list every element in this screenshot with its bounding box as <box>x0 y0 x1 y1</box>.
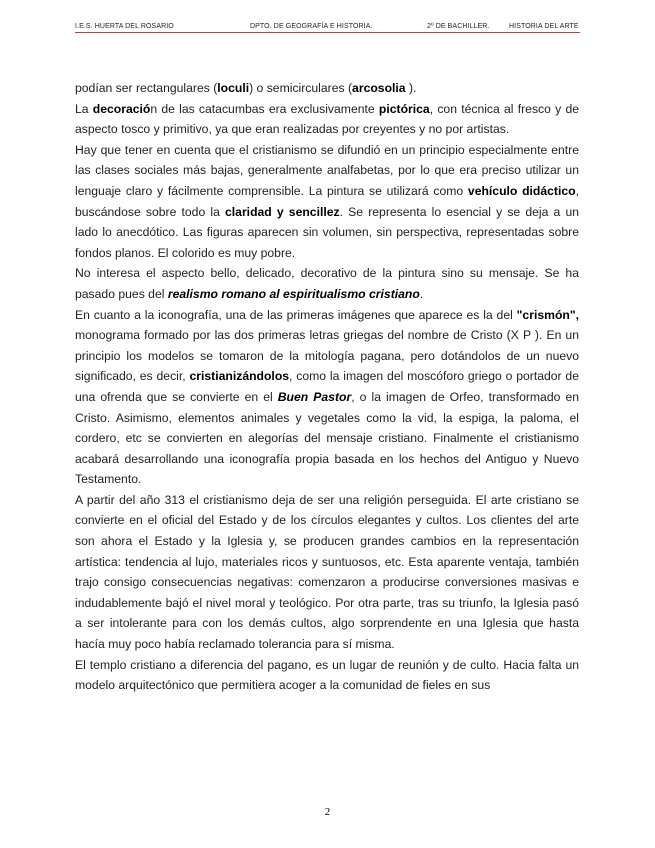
term-buen-pastor: Buen Pastor <box>277 389 352 404</box>
paragraph-4: No interesa el aspecto bello, delicado, decorativo de la pintura sino su mensaje. Se ha pasado pues del realismo romano al espiritualismo cristiano. <box>75 266 579 301</box>
term-pictorica: pictórica <box>378 101 430 116</box>
header-course: 2º DE BACHILLER. <box>427 23 490 30</box>
document-body <box>75 78 579 696</box>
term-cristianizandolos: cristianizándolos <box>189 369 290 384</box>
paragraph-1: podían ser rectangulares (loculi) o semicirculares (arcosolia ). <box>75 81 417 95</box>
header-subject: HISTORIA DEL ARTE <box>509 23 579 30</box>
paragraph-5: En cuanto a la iconografía, una de las primeras imágenes que aparece es la del "crismón", monograma formado por las dos primeras letras griegas del nombre de Cristo (X P ). En un principio los modelos se tomaron de la mitología pagana, pero dotándolos de un nuevo significado, es decir, cristianizándolos, como la imagen del moscóforo griego o portador de una ofrenda que se convierte en el Buen Pastor, o la imagen de Orfeo, transformado en Cristo. Asimismo, elementos animales y vegetales como la vid, la espiga, la paloma, el cordero, etc se convierten en alegorías del mensaje cristiano. Finalmente el cristianismo acabará desarrollando una iconografía propia basada en los hechos del Antiguo y Nuevo Testamento. <box>75 307 580 487</box>
paragraph-2: La decoración de las catacumbas era exclusivamente pictórica, con técnica al fresco y de aspecto tosco y primitivo, ya que eran realizadas por creyentes y no por artistas. <box>75 101 579 137</box>
header-divider <box>75 32 580 33</box>
term-realismo-espiritualismo: realismo romano al espiritualismo cristiano <box>167 286 420 301</box>
term-loculi: loculi <box>217 81 250 95</box>
term-vehiculo-didactico: vehículo didáctico <box>467 183 576 198</box>
paragraph-7: El templo cristiano a diferencia del pagano, es un lugar de reunión y de culto. Hacia falta un modelo arquitectónico que permitiera acoger a la comunidad de fieles en sus <box>75 657 579 693</box>
term-claridad-sencillez: claridad y sencillez <box>225 204 340 219</box>
paragraph-6: A partir del año 313 el cristianismo deja de ser una religión perseguida. El arte cristiano se convierte en el oficial del Estado y de los círculos elegantes y cultos. Los clientes del arte son ahora el Estado y la Iglesia y, se producen grandes cambios en la representación artística: tendencia al lujo, materiales ricos y suntuosos, etc. Esta aparente ventaja, también trajo consigo consecuencias negativas: comenzaron a producirse conversiones masivas e indudablemente bajó el nivel moral y teológico. Por otra parte, tras su triunfo, la Iglesia pasó a ser intolerante para con los demás cultos, algo sorprendente en una Iglesia que hasta hacía muy poco había reclamado tolerancia para sí misma. <box>75 492 579 652</box>
term-decoracion: decoració <box>92 101 151 116</box>
term-crismon: "crismón", <box>516 307 579 322</box>
header-department: DPTO. DE GEOGRAFÍA E HISTORIA. <box>250 23 373 30</box>
page-header <box>75 18 580 32</box>
paragraph-3: Hay que tener en cuenta que el cristianismo se difundió en un principio especialmente entre las clases sociales más bajas, generalmente analfabetas, por lo que era preciso utilizar un lenguaje claro y fácilmente comprensible. La pintura se utilizará como vehículo didáctico, buscándose sobre todo la claridad y sencillez. Se representa lo esencial y se deja a un lado lo anecdótico. Las figuras aparecen sin volumen, sin perspectiva, representadas sobre fondos planos. El colorido es muy pobre. <box>75 142 580 260</box>
term-arcosolia: arcosolia <box>352 81 406 95</box>
page-number: 2 <box>324 806 331 818</box>
header-school: I.E.S. HUERTA DEL ROSARIO <box>75 23 174 30</box>
